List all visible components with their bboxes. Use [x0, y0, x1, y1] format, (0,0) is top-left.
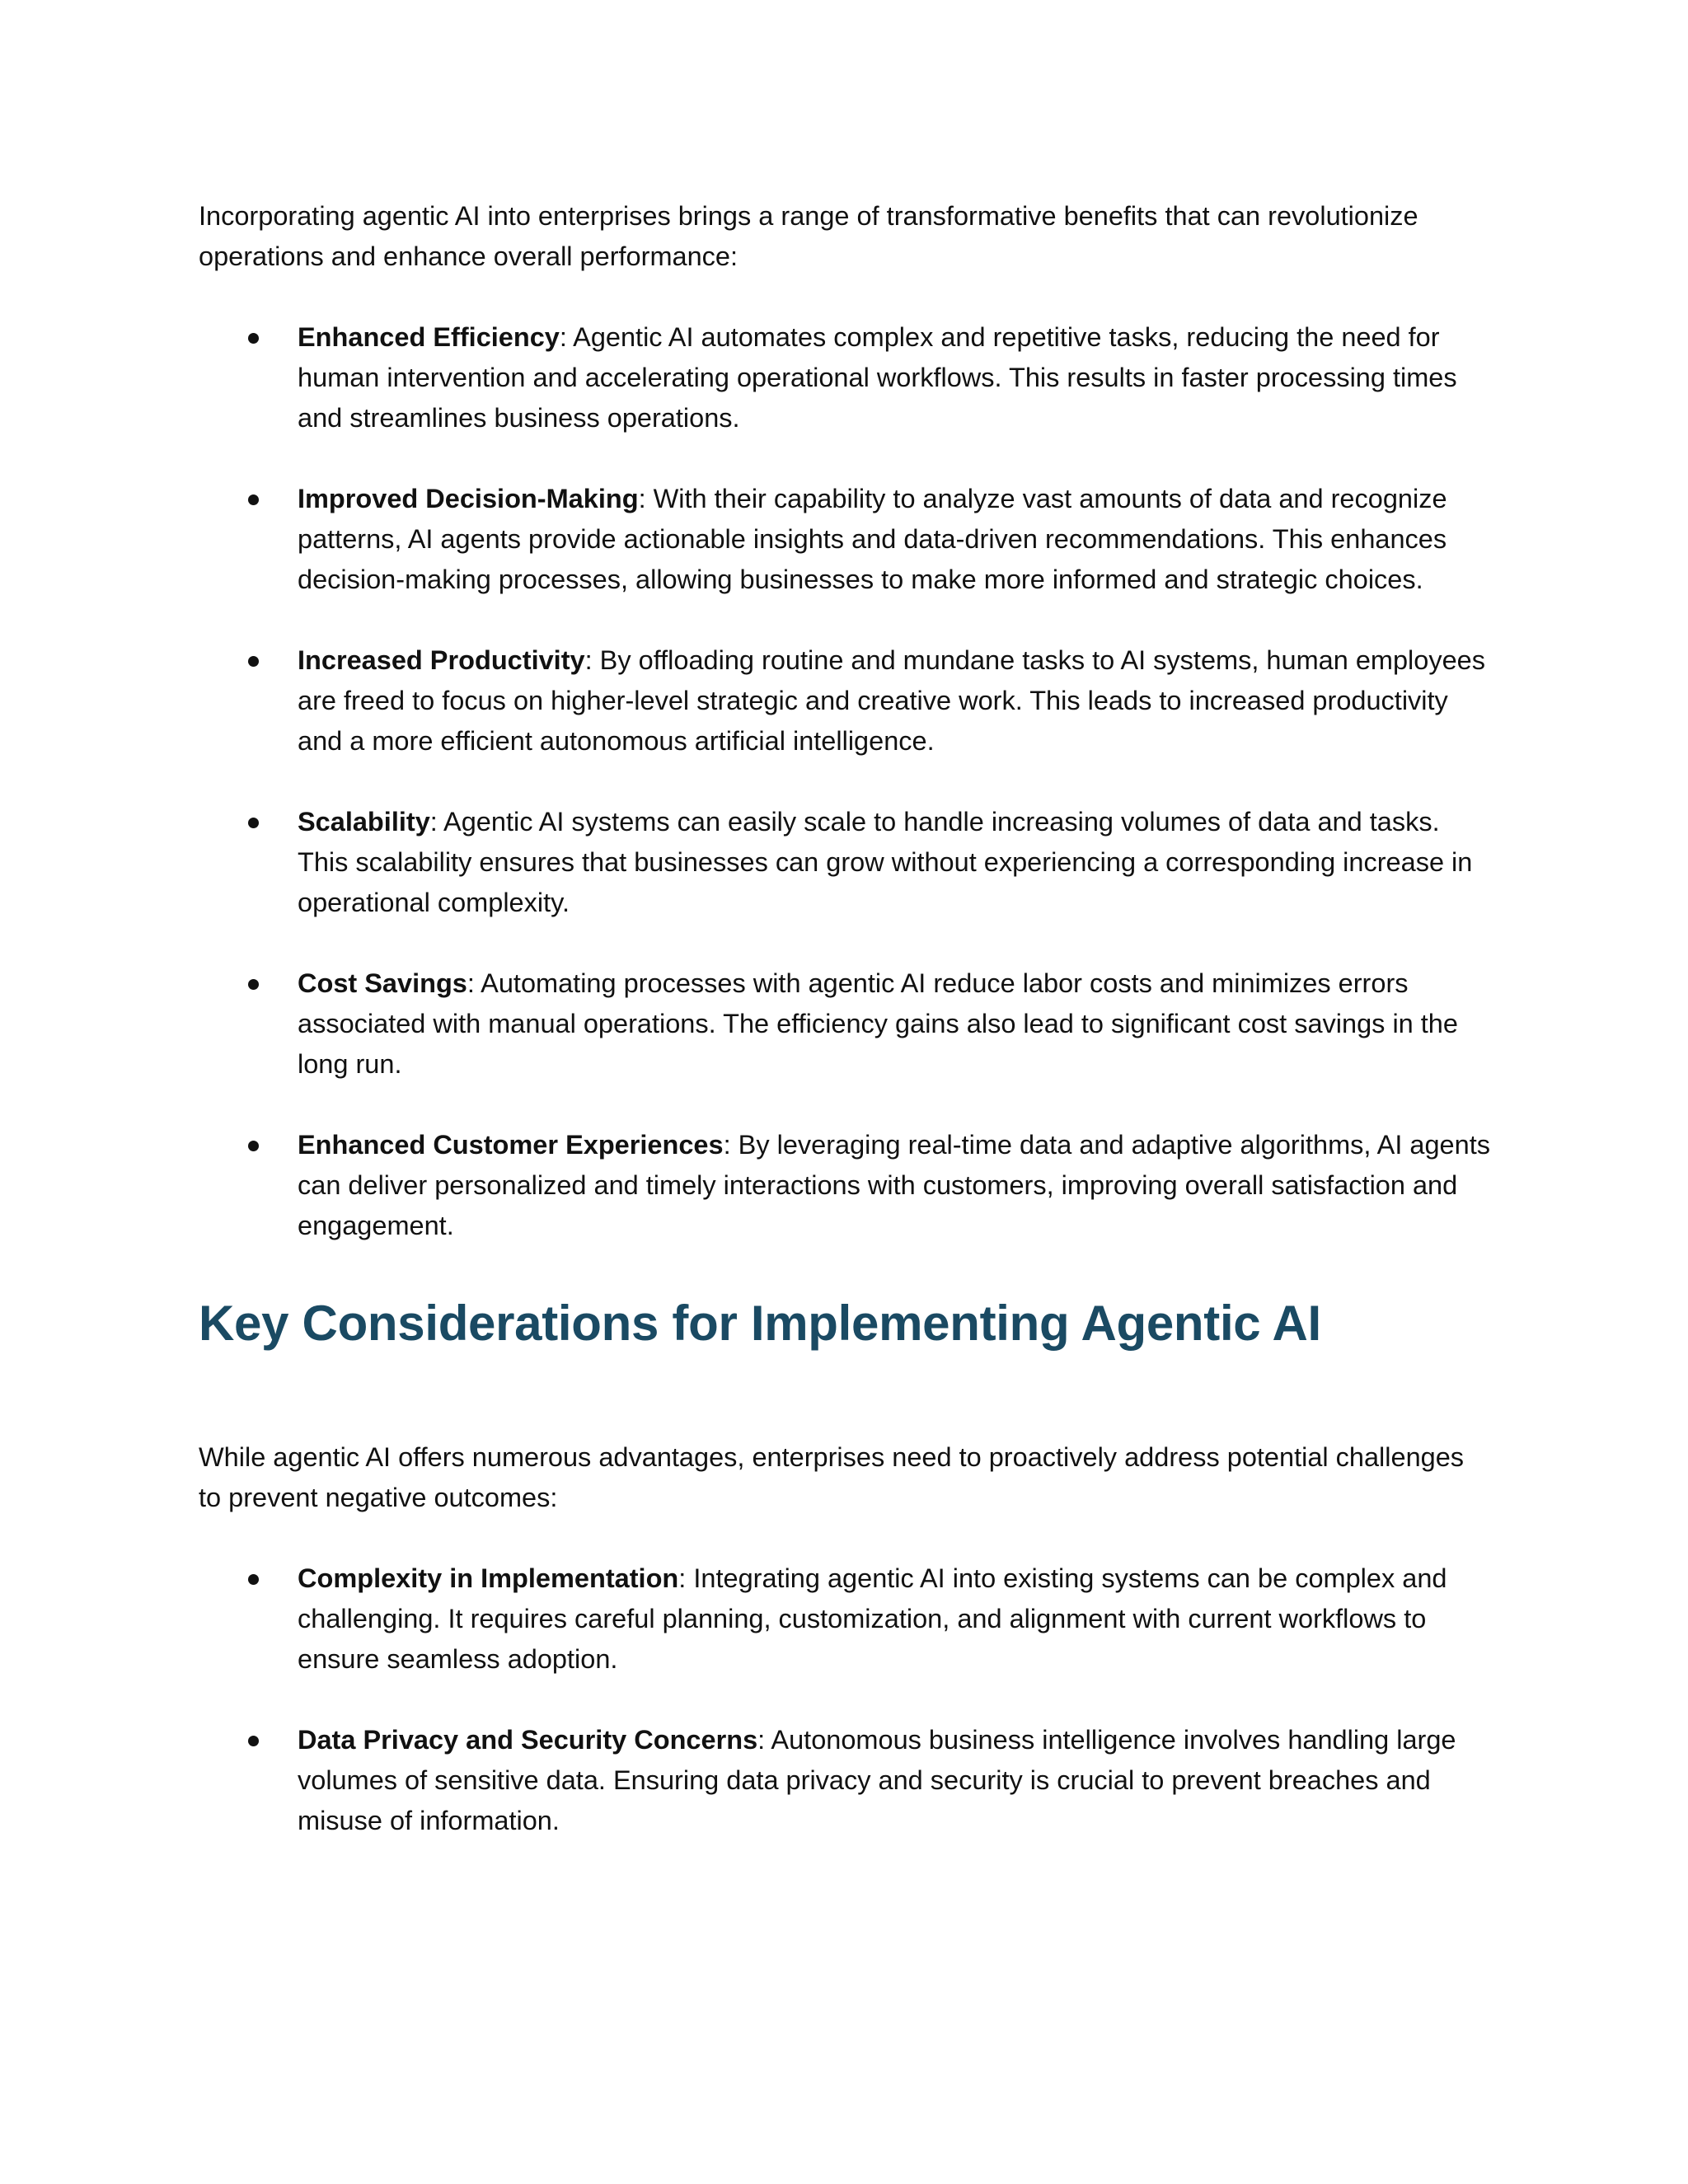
list-item-improved-decision-making — [199, 479, 1493, 600]
bullet-icon — [248, 333, 259, 344]
benefits-list — [199, 317, 1493, 1246]
list-item-text: : By leveraging real-time data and adaptive algorithms, AI agents can deliver personalized and timely interactions with customers, improving overall satisfaction and engagement. — [298, 1130, 1490, 1240]
intro-paragraph: Incorporating agentic AI into enterprises brings a range of transformative benefits that can revolutionize operations and enhance overall performance: — [199, 201, 1418, 271]
list-item-title: Improved Decision-Making — [298, 484, 639, 513]
list-item-text: : Autonomous business intelligence involves handling large volumes of sensitive data. Ensuring data privacy and security is crucial to prevent breaches and misuse of information. — [298, 1725, 1456, 1835]
list-item-title: Data Privacy and Security Concerns — [298, 1725, 758, 1755]
list-item-title: Enhanced Efficiency — [298, 322, 560, 352]
list-item-enhanced-efficiency — [199, 317, 1493, 438]
list-item-title: Enhanced Customer Experiences — [298, 1130, 724, 1160]
considerations-intro-paragraph: While agentic AI offers numerous advantages, enterprises need to proactively address potential challenges to prevent negative outcomes: — [199, 1442, 1465, 1512]
list-item-text: : Automating processes with agentic AI reduce labor costs and minimizes errors associated with manual operations. The efficiency gains also lead to significant cost savings in the long run. — [298, 968, 1458, 1079]
list-item-increased-productivity — [199, 640, 1493, 762]
list-item-title: Increased Productivity — [298, 645, 585, 675]
bullet-icon — [248, 1574, 259, 1585]
list-item-text: : Agentic AI automates complex and repetitive tasks, reducing the need for human intervention and accelerating operational workflows. This results in faster processing times and streamlines business operations. — [298, 322, 1457, 433]
list-item-enhanced-customer-experiences — [199, 1125, 1493, 1246]
bullet-icon — [248, 656, 259, 667]
bullet-icon — [248, 494, 259, 505]
document-body — [199, 196, 1493, 1841]
bullet-icon — [248, 818, 259, 828]
section-heading: Key Considerations for Implementing Agentic AI — [199, 1296, 1321, 1351]
list-item-title: Complexity in Implementation — [298, 1563, 679, 1593]
bullet-icon — [248, 1736, 259, 1746]
list-item-text: : Agentic AI systems can easily scale to handle increasing volumes of data and tasks. This scalability ensures that businesses can grow without experiencing a corresponding increase in operational complexity. — [298, 807, 1473, 917]
bullet-icon — [248, 979, 259, 990]
list-item-text: : With their capability to analyze vast amounts of data and recognize patterns, AI agents provide actionable insights and data-driven recommendations. This enhances decision-making processes, allowing businesses to make more informed and strategic choices. — [298, 484, 1447, 594]
list-item-text: : By offloading routine and mundane tasks to AI systems, human employees are freed to focus on higher-level strategic and creative work. This leads to increased productivity and a more efficient autonomous artificial intelligence. — [298, 645, 1485, 756]
list-item-cost-savings — [199, 963, 1493, 1085]
list-item-title: Scalability — [298, 807, 430, 837]
bullet-icon — [248, 1141, 259, 1151]
list-item-title: Cost Savings — [298, 968, 467, 998]
list-item-text: : Integrating agentic AI into existing systems can be complex and challenging. It requires careful planning, customization, and alignment with current workflows to ensure seamless adoption. — [298, 1563, 1447, 1674]
list-item-scalability — [199, 802, 1493, 923]
considerations-list — [199, 1558, 1493, 1841]
list-item-data-privacy-and-security — [199, 1720, 1493, 1841]
list-item-complexity-in-implementation — [199, 1558, 1493, 1680]
